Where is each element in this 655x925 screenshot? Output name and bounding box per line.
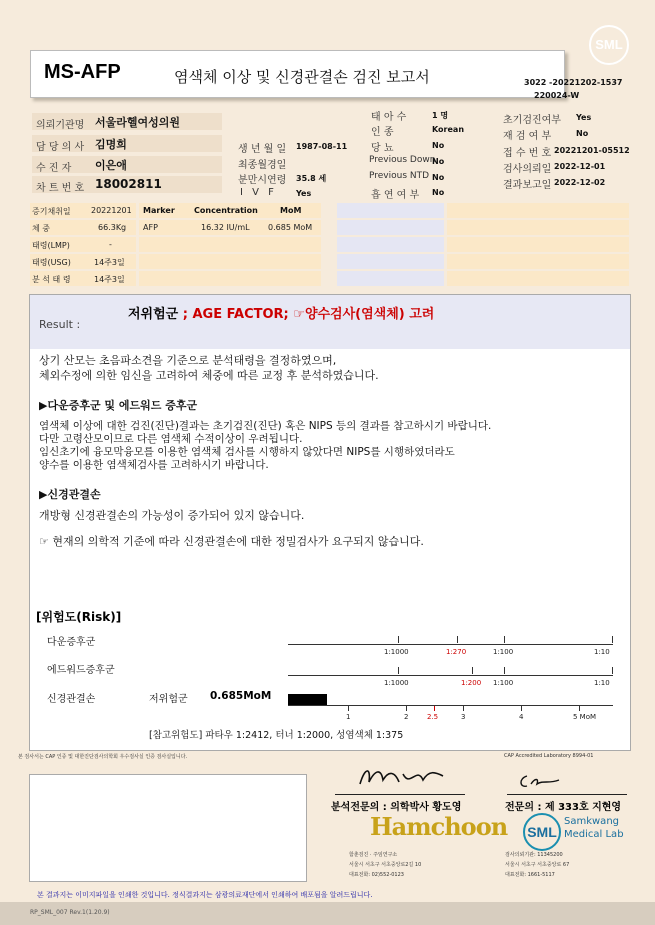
- report-code: MS-AFP: [44, 61, 121, 83]
- mom-tick-label-cutoff: 2.5: [427, 713, 439, 721]
- age-label: 분만시연령: [238, 175, 287, 186]
- col-marker: Marker: [143, 206, 175, 215]
- first-exam-value: Yes: [576, 113, 592, 122]
- para1-line2: 체외수정에 의한 임신을 고려하여 체중에 따른 교정 후 분석하였습니다.: [39, 369, 379, 382]
- weight-value: 66.3Kg: [98, 223, 127, 232]
- mom-tick-label: 5 MoM: [573, 713, 597, 721]
- para3-line1: 개방형 신경관결손의 가능성이 증가되어 있지 않습니다.: [39, 509, 305, 522]
- lab-cell: [139, 254, 321, 269]
- race-value: Korean: [432, 125, 465, 134]
- sml-address-3: 대표전화: 1661-5117: [505, 872, 555, 878]
- retest-label: 재 검 여 부: [503, 131, 552, 142]
- edwards-tick: [612, 667, 613, 674]
- prev-ntd-value: No: [432, 173, 445, 182]
- receipt-number: 20221201-05512: [554, 146, 630, 155]
- institution-label: 의뢰기관명: [36, 120, 85, 131]
- birth-label: 생 년 월 일: [238, 144, 287, 155]
- heading-down: ▶다운증후군 및 에드워드 증후군: [39, 399, 198, 412]
- doctor: 김명희: [95, 138, 127, 151]
- concentration-value: 16.32 IU/mL: [201, 223, 250, 232]
- doctor-label: 담 당 의 사: [36, 142, 85, 153]
- report-title: 염색체 이상 및 신경관결손 검진 보고서: [174, 68, 430, 86]
- lab-cell: [447, 237, 629, 252]
- request-date-label: 검사의뢰일: [503, 164, 552, 175]
- signer1-title: 분석전문의 : 의학박사 황도영: [331, 802, 462, 813]
- diabetes-value: No: [432, 141, 445, 150]
- hamchoon-address-2: 서울시 서초구 서초중앙로2길 10: [349, 862, 422, 868]
- fetus-value: 1 명: [432, 111, 449, 120]
- para2-line2: 다만 고령산모이므로 다른 염색체 수적이상이 우려됩니다.: [39, 433, 303, 445]
- mom-tick-label: 3: [461, 713, 466, 721]
- signature-icon: [355, 762, 450, 792]
- prev-ntd-label: Previous NTD: [369, 171, 430, 181]
- cap-note: 본 검사서는 CAP 인증 및 대한진단검사의학회 우수검사실 인증 검사실입니다.: [18, 754, 188, 760]
- report-number-1: 3022 -20221202-1537: [524, 78, 623, 87]
- hamchoon-address-3: 대표전화: 02)552-0123: [349, 872, 404, 878]
- edwards-tick-label: 1:10: [594, 679, 610, 687]
- down-tick-label: 1:1000: [384, 648, 409, 656]
- prev-down-value: No: [432, 157, 445, 166]
- edwards-tick-label: 1:100: [493, 679, 514, 687]
- mom-tick-label: 1: [346, 713, 351, 721]
- mom-tick: [521, 706, 522, 711]
- edwards-tick-label: 1:1000: [384, 679, 409, 687]
- sample-date-label: 증기채취일: [32, 207, 71, 216]
- report-number-2: 220024-W: [534, 91, 580, 100]
- down-tick: [504, 636, 505, 643]
- risk-down-label: 다운증후군: [47, 637, 96, 648]
- receipt-label: 접 수 번 호: [503, 148, 552, 159]
- down-tick-label-patient: 1:270: [446, 648, 467, 656]
- hamchoon-logo: Hamchoon: [370, 812, 508, 841]
- ga-analysis-label: 분 석 태 령: [32, 275, 71, 284]
- edwards-tick: [504, 667, 505, 674]
- sml-address-1: 검사의뢰기관: 11345200: [505, 852, 563, 858]
- lab-cell: [447, 220, 629, 235]
- lab-cell: [337, 254, 444, 269]
- ivf-value: Yes: [296, 189, 312, 198]
- risk-ntd-status: 저위험군: [149, 694, 188, 705]
- sign1-line: [335, 794, 465, 795]
- title-box: [30, 50, 565, 98]
- down-tick: [398, 636, 399, 643]
- marker-value: AFP: [143, 223, 158, 232]
- ivf-label: I V F: [240, 187, 277, 198]
- retest-value: No: [576, 129, 589, 138]
- first-exam-label: 초기검진여부: [503, 115, 561, 126]
- form-id: RP_SML_007 Rev.1(1.20.9): [30, 909, 110, 916]
- edwards-tick: [398, 667, 399, 674]
- down-tick-label: 1:10: [594, 648, 610, 656]
- samkwang-line1: Samkwang: [564, 816, 619, 827]
- sml-small-logo: SML: [523, 813, 561, 851]
- mom-tick: [406, 706, 407, 711]
- risk-ntd-label: 신경관결손: [47, 694, 96, 705]
- ga-usg-label: 태령(USG): [32, 258, 71, 267]
- fetus-label: 태 아 수: [371, 112, 407, 123]
- sign2-line: [507, 794, 627, 795]
- para1-line1: 상기 산모는 초음파소견을 기준으로 분석태령을 결정하였으며,: [39, 354, 337, 367]
- lab-cell: [139, 271, 321, 286]
- ga-usg-value: 14주3일: [94, 258, 125, 267]
- mom-tick-label: 2: [404, 713, 409, 721]
- result-label: Result :: [39, 318, 81, 331]
- weight-label: 체 중: [32, 224, 50, 233]
- hamchoon-address-1: 함춘검진 · 주임연구소: [349, 852, 398, 858]
- ga-lmp-value: -: [109, 240, 112, 249]
- age-value: 35.8 세: [296, 174, 327, 183]
- lab-cell: [337, 203, 444, 218]
- chart-number: 18002811: [95, 177, 162, 191]
- col-concentration: Concentration: [194, 206, 258, 215]
- down-tick: [612, 636, 613, 643]
- edwards-scale-line: [288, 675, 613, 676]
- risk-title: [위험도(Risk)]: [36, 610, 122, 624]
- cap-accreditation: CAP Accredited Laboratory 8994-01: [504, 753, 594, 759]
- ntd-mom-bar: [288, 694, 327, 705]
- summary-risk: 저위험군: [128, 307, 179, 322]
- bottom-notice: 본 결과지는 이미지파일을 인쇄한 것입니다. 정식결과지는 삼광의료재단에서 인쇄하여 배포됨을 알려드립니다.: [37, 891, 373, 899]
- mom-tick: [348, 706, 349, 711]
- samkwang-line2: Medical Lab: [564, 829, 624, 840]
- result-summary: [128, 303, 434, 322]
- lab-cell: [139, 237, 321, 252]
- mom-tick-label: 4: [519, 713, 524, 721]
- signature-icon: [515, 770, 565, 792]
- report-date: 2022-12-02: [554, 178, 606, 187]
- col-mom: MoM: [280, 206, 302, 215]
- smoking-label: 흡 연 여 부: [371, 190, 420, 201]
- mom-tick: [579, 706, 580, 711]
- signer2-title: 전문의 : 제 333호 지현영: [505, 802, 622, 813]
- para2-line1: 염색체 이상에 대한 검진(진단)결과는 초기검진(진단) 혹은 NIPS 등의 결과를 참고하시기 바랍니다.: [39, 420, 492, 432]
- summary-recommend: 양수검사(염색체) 고려: [304, 307, 435, 322]
- pointing-hand-icon: ☞: [293, 307, 305, 322]
- race-label: 인 종: [371, 127, 394, 138]
- memo-box: [29, 774, 307, 882]
- mom-scale-line: [288, 705, 613, 706]
- lab-cell: [447, 271, 629, 286]
- prev-down-label: Previous Down: [369, 155, 436, 165]
- ga-lmp-label: 태령(LMP): [32, 241, 70, 250]
- para2-line4: 양수를 이용한 염색체검사를 고려하시기 바랍니다.: [39, 459, 269, 471]
- institution: 서울라헬여성의원: [95, 116, 181, 129]
- chart-label: 차 트 번 호: [36, 183, 85, 194]
- sml-logo: SML: [589, 25, 629, 65]
- lmp-label: 최종월경일: [238, 160, 287, 171]
- down-tick-label: 1:100: [493, 648, 514, 656]
- mom-value: 0.685 MoM: [268, 223, 313, 232]
- lab-cell: [337, 237, 444, 252]
- para3-line2: ☞ 현재의 의학적 기준에 따라 신경관결손에 대한 정밀검사가 요구되지 않습니다.: [39, 535, 424, 548]
- ga-analysis-value: 14주3일: [94, 275, 125, 284]
- report-date-label: 결과보고일: [503, 180, 552, 191]
- edwards-tick-label-patient: 1:200: [461, 679, 482, 687]
- lab-cell: [447, 203, 629, 218]
- birth-date: 1987-08-11: [296, 142, 348, 151]
- result-panel: [29, 294, 631, 751]
- risk-ntd-mom: 0.685MoM: [210, 690, 272, 702]
- diabetes-label: 당 뇨: [371, 143, 394, 154]
- sample-date: 20221201: [91, 206, 132, 215]
- lab-cell: [447, 254, 629, 269]
- summary-age: ; AGE FACTOR;: [178, 307, 294, 322]
- smoking-value: No: [432, 188, 445, 197]
- mom-tick-cutoff: [434, 706, 435, 711]
- down-scale-line: [288, 644, 613, 645]
- para2-line3: 임신초기에 융모막융모를 이용한 염색체 검사를 시행하지 않았다면 NIPS를 시행하였더라도: [39, 446, 455, 458]
- examinee-label: 수 진 자: [36, 163, 72, 174]
- heading-ntd: ▶신경관결손: [39, 488, 101, 501]
- risk-edwards-label: 에드워드증후군: [47, 665, 115, 676]
- lab-cell: [337, 271, 444, 286]
- lab-cell: [337, 220, 444, 235]
- edwards-tick: [472, 667, 473, 674]
- sml-address-2: 서울시 서초구 서초중앙로 67: [505, 862, 570, 868]
- mom-tick: [463, 706, 464, 711]
- down-tick: [457, 636, 458, 643]
- examinee: 이은애: [95, 159, 127, 172]
- request-date: 2022-12-01: [554, 162, 606, 171]
- reference-risk: [참고위험도] 파타우 1:2412, 터너 1:2000, 성염색체 1:375: [149, 730, 404, 741]
